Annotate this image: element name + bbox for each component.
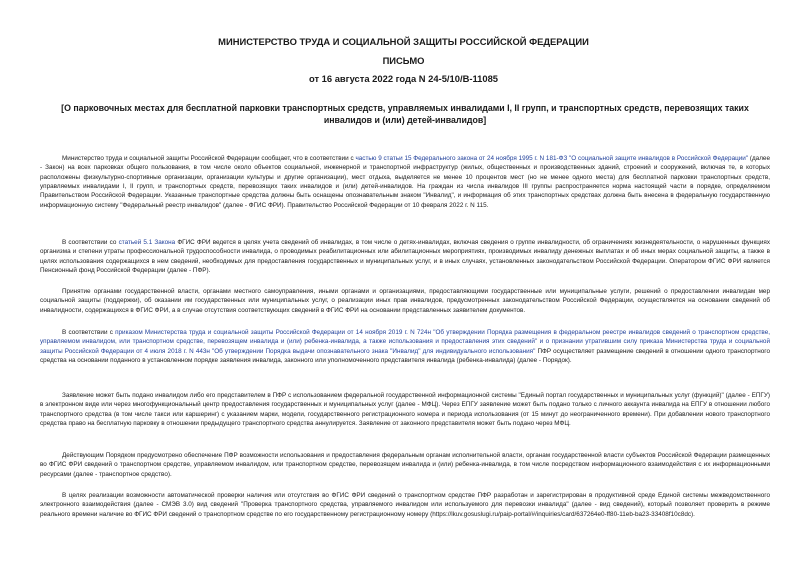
order-724n-link[interactable]: приказом Министерства труда и социальной защиты Российской Федерации от 14 ноября 2019 г. N 724н "Об утверждении Порядка размещения в федеральном реестре инвалидов сведений о транспортном средстве, управляемом инвалидом, или транспортном средстве, перевозящем инвалида и (или) ребенка-инвалида, а также использования и предоставления этих сведений" и о признании утратившим силу приказа Министерства труда и социальной защиты Российской Федерации от 4 июля 2018 г. N 443н "Об утверждении Порядка выдачи опознавательного знака "Инвалид" для индивидуального использования": [40, 329, 770, 355]
document-date-number: от 16 августа 2022 года N 24-5/10/В-11085: [308, 73, 499, 84]
law-181fz-link[interactable]: частью 9 статьи 15 Федерального закона от 24 ноября 1995 г. N 181-ФЗ "О социальной защите инвалидов в Российской Федерации": [355, 155, 749, 162]
paragraph-2-text-b: ФГИС ФРИ ведется в целях учета сведений об инвалидах, в том числе о детях-инвалидах, включая сведения о группе инвалидности, об ограничениях жизнедеятельности, о нарушенных функциях организма и степени утраты профессиональной трудоспособности инвалида, о проводимых реабилитационных или абилитационных мероприятиях, производимых инвалиду денежных выплатах и об иных мерах социальной защиты, а также в целях использования содержащихся в нем сведений, необходимых для предоставления государственных и муниципальных услуг, и в иных случаях, установленных законодательством Российской Федерации. Оператором ФГИС ФРИ является Пенсионный фонд Российской Федерации (далее - ПФР).: [40, 239, 770, 275]
paragraph-2: [40, 238, 770, 275]
paragraph-1-text-a: Министерство труда и социальной защиты Российской Федерации сообщает, что в соответствии с: [62, 155, 356, 162]
paragraph-4: [40, 328, 770, 365]
paragraph-2-text-a: В соответствии со: [62, 239, 119, 246]
paragraph-6: [40, 451, 770, 479]
paragraph-3-text: Принятие органами государственной власти, органами местного самоуправления, иными органами и организациями, предоставляющими государственные или муниципальные услуги, решений о предоставлении инвалидам мер социальной защиты (поддержки), об оказании им государственных или муниципальных услуг, о реализации иных прав инвалидов, предусмотренных законодательством Российской Федерации, осуществляется на основании сведений об инвалидности, содержащихся в ФГИС ФРИ, а в случае отсутствия соответствующих сведений в ФГИС ФРИ на основании представленных заявителем документов.: [40, 288, 770, 314]
article-5-1-link[interactable]: статьей 5.1 Закона: [118, 239, 176, 246]
paragraph-4-text-b: ПФР осуществляет размещение сведений в отношении одного транспортного средства на основании поданного в установленном порядке заявления инвалида, законного или уполномоченного представителя инвалида (ребенка-инвалида) (далее - Порядок).: [40, 347, 770, 365]
paragraph-5-text: Заявление может быть подано инвалидом либо его представителем в ПФР с использованием федеральной государственной информационной системы "Единый портал государственных и муниципальных услуг (функций)" (далее - ЕПГУ) в электронном виде или через многофункциональный центр предоставления государственных и муниципальных услуг (далее - МФЦ). Через ЕПГУ заявление может быть подано только с личного аккаунта инвалида на ЕПГУ в отношении любого транспортного средства (в том числе такси или каршеринг) с указанием марки, модели, государственного регистрационного номера и периода использования (от 15 минут до неограниченного времени). При добавлении нового транспортного средства право на бесплатную парковку в отношении предыдущего транспортного средства аннулируется. Заявление от законного представителя может быть подано через МФЦ.: [40, 392, 770, 428]
document-type: ПИСЬМО: [382, 55, 425, 66]
paragraph-7-text: В целях реализации возможности автоматической проверки наличия или отсутствия во ФГИС ФРИ сведений о транспортном средстве ПФР разработан и зарегистрирован в продуктивной среде Единой системы межведомственного электронного взаимодействия (далее - СМЭВ 3.0) вид сведений "Проверка транспортного средства, управляемого инвалидом или используемого для перевозки инвалида" (далее - вид сведений), который позволяет проверить в режиме реального времени наличие во ФГИС ФРИ сведений о транспортном средстве по его государственному регистрационному номеру (https://lkuv.gosuslugi.ru/paip-portal/#/inquiries/card/637264e0-ff80-11eb-ba23-33408f10c8dc).: [40, 492, 770, 518]
ministry-heading: МИНИСТЕРСТВО ТРУДА И СОЦИАЛЬНОЙ ЗАЩИТЫ РОССИЙСКОЙ ФЕДЕРАЦИИ: [218, 36, 589, 47]
document-subject: [О парковочных местах для бесплатной парковки транспортных средств, управляемых инвалидами I, II групп, и транспортных средств, перевозящих таких инвалидов и (или) детей-инвалидов]: [61, 103, 749, 125]
paragraph-5: [40, 391, 770, 428]
paragraph-1-text-b: (далее - Закон) на всех парковках общего пользования, в том числе около объектов социальной, инженерной и транспортной инфраструктур (жилых, общественных и производственных зданий, строений и сооружений, включая те, в которых расположены физкультурно-спортивные организации, организации культуры и другие организации), мест отдыха, выделяется не менее 10 процентов мест (но не менее одного места) для бесплатной парковки транспортных средств, управляемых инвалидами I, II групп, и транспортных средств, перевозящих таких инвалидов и (или) детей-инвалидов. На граждан из числа инвалидов III группы распространяется норма настоящей части в порядке, определяемом Правительством Российской Федерации. Указанные транспортные средства должны быть оснащены опознавательным знаком "Инвалид", и информация об этих транспортных средствах должна быть внесена в федеральную государственную информационную систему "Федеральный реестр инвалидов" (далее - ФГИС ФРИ). Правительство Российской Федерации от 10 февраля 2022 г. N 115.: [40, 155, 770, 209]
paragraph-6-text: Действующим Порядком предусмотрено обеспечение ПФР возможности использования и предоставления федеральным органам исполнительной власти, органам государственной власти субъектов Российской Федерации размещенных во ФГИС ФРИ сведений о транспортном средстве, управляемом инвалидом, или транспортном средстве, перевозящем инвалида и (или) ребенка-инвалида, в том числе посредством информационного взаимодействия с их информационными ресурсами (далее - транспортное средство).: [40, 452, 770, 478]
paragraph-7: [40, 491, 770, 519]
paragraph-3: [40, 287, 770, 315]
paragraph-1: [40, 154, 770, 210]
paragraph-4-text-a: В соответствии с: [62, 329, 116, 336]
